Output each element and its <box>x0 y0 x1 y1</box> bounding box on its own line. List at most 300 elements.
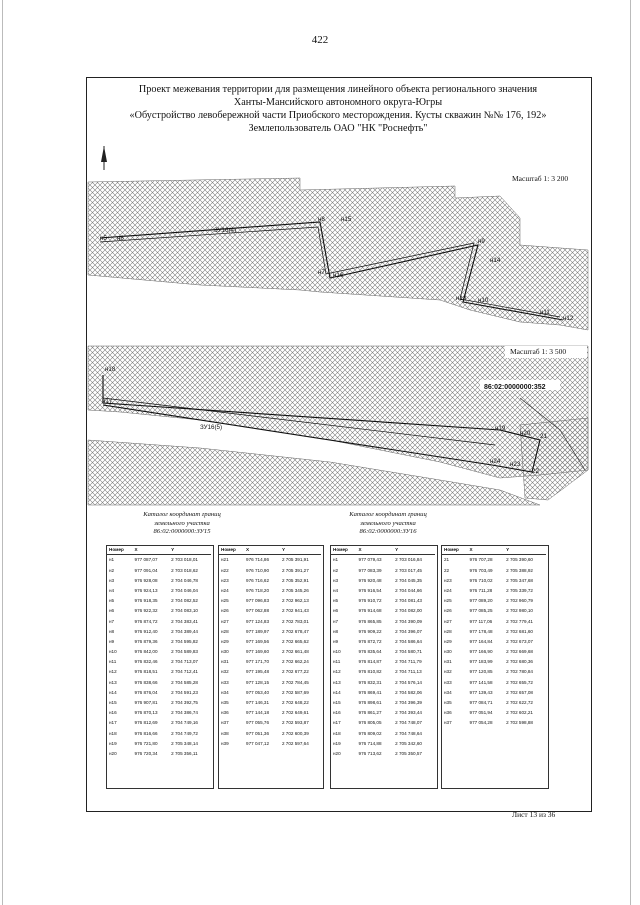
map1-point-label: н5 <box>100 235 107 242</box>
x-coordinate-cell: 977 146,31 <box>246 700 270 705</box>
y-coordinate-cell: 2 704 595,82 <box>171 638 198 644</box>
table-row <box>219 718 321 728</box>
point-number-cell: н10 <box>333 649 341 655</box>
x-coordinate-cell: 976 707,28 <box>469 557 493 563</box>
map1-parcel-label: ЗУ16(4) <box>214 227 237 234</box>
x-coordinate-cell: 976 914,68 <box>358 608 382 614</box>
table-header: X <box>357 546 394 554</box>
map2-parcel-label: ЗУ16(5) <box>200 424 223 431</box>
y-coordinate-cell: 2 704 585,28 <box>171 679 198 685</box>
y-coordinate-cell: 2 704 589,83 <box>171 649 198 655</box>
point-number-cell: н33 <box>444 679 452 685</box>
x-coordinate-cell: 976 714,86 <box>246 557 270 563</box>
y-coordinate-cell: 2 702 779,41 <box>506 618 533 624</box>
point-number-cell: н38 <box>221 730 229 736</box>
map1-point-label: н10 <box>478 297 489 304</box>
y-coordinate-cell: 2 705 345,26 <box>281 587 309 593</box>
point-number-cell: н16 <box>109 710 117 716</box>
x-coordinate-cell: 976 832,46 <box>134 659 158 665</box>
x-coordinate-cell: 977 195,48 <box>246 669 270 675</box>
y-coordinate-cell: 2 702 680,36 <box>506 659 533 665</box>
point-number-cell: н2 <box>109 567 115 573</box>
map2-point-label: 21 <box>540 433 547 440</box>
x-coordinate-cell: 976 922,32 <box>134 608 158 614</box>
x-coordinate-cell: 976 818,51 <box>134 669 158 675</box>
table-row <box>219 657 321 667</box>
x-coordinate-cell: 977 051,36 <box>246 730 270 736</box>
point-number-cell: н4 <box>333 587 339 593</box>
x-coordinate-cell: 977 055,76 <box>246 720 270 726</box>
x-coordinate-cell: 976 910,72 <box>358 598 382 604</box>
table-row <box>219 677 321 687</box>
y-coordinate-cell: 2 705 388,92 <box>506 567 533 573</box>
point-number-cell: н25 <box>444 598 452 604</box>
point-number-cell: н27 <box>444 618 452 624</box>
x-coordinate-cell: 976 874,72 <box>134 618 158 624</box>
y-coordinate-cell: 2 704 046,04 <box>171 587 198 593</box>
point-number-cell: н12 <box>109 669 117 675</box>
y-coordinate-cell: 2 704 749,72 <box>171 730 198 736</box>
y-coordinate-cell: 2 704 713,07 <box>171 659 198 665</box>
point-number-cell: н9 <box>333 638 339 644</box>
point-number-cell: н18 <box>333 730 341 736</box>
table-row <box>331 626 435 636</box>
x-coordinate-cell: 976 710,90 <box>246 567 270 573</box>
table-row <box>219 575 321 585</box>
table-row <box>331 616 435 626</box>
y-coordinate-cell: 2 702 665,62 <box>281 638 309 644</box>
y-coordinate-cell: 2 704 083,10 <box>171 608 198 614</box>
table-row <box>107 708 211 718</box>
table-row <box>107 748 211 758</box>
y-coordinate-cell: 2 704 580,71 <box>395 649 422 655</box>
point-number-cell: н5 <box>333 598 339 604</box>
point-number-cell: н26 <box>221 608 229 614</box>
table-row <box>331 565 435 575</box>
x-coordinate-cell: 976 912,40 <box>134 628 158 634</box>
map2-point-label: н18 <box>105 366 116 373</box>
point-number-cell: н13 <box>109 679 117 685</box>
point-number-cell: н36 <box>221 710 229 716</box>
table-row <box>442 636 546 646</box>
point-number-cell: н7 <box>109 618 115 624</box>
map1-point-label: н9 <box>478 238 485 245</box>
x-coordinate-cell: 977 051,94 <box>469 710 493 716</box>
table-row <box>442 575 546 585</box>
point-number-cell: н27 <box>221 618 229 624</box>
point-number-cell: н31 <box>221 659 229 665</box>
table-row <box>442 585 546 595</box>
x-coordinate-cell: 976 916,54 <box>358 587 382 593</box>
y-coordinate-cell: 2 702 598,88 <box>506 720 533 726</box>
y-coordinate-cell: 2 705 356,11 <box>171 750 198 756</box>
map1-point-label: н12 <box>563 315 574 322</box>
table-row <box>219 626 321 636</box>
point-number-cell: н31 <box>444 659 452 665</box>
point-number-cell: н32 <box>444 669 452 675</box>
map1-point-label: н6 <box>117 235 124 242</box>
table-row <box>331 667 435 677</box>
y-coordinate-cell: 2 702 662,24 <box>281 659 309 665</box>
point-number-cell: н19 <box>109 740 117 746</box>
coord-table-zu16-part1 <box>331 546 435 759</box>
y-coordinate-cell: 2 702 678,47 <box>281 628 309 634</box>
y-coordinate-cell: 2 702 648,22 <box>281 700 309 705</box>
catalog-zu16-line-2: земельного участка <box>360 519 416 527</box>
catalog-zu16-line-3: 86:02:0000000:ЗУ16 <box>359 528 417 535</box>
point-number-cell: н5 <box>109 598 115 604</box>
point-number-cell: н1 <box>333 557 339 563</box>
table-header: X <box>244 546 280 554</box>
point-number-cell: н20 <box>333 750 341 756</box>
point-number-cell: н6 <box>333 608 339 614</box>
point-number-cell: н14 <box>109 689 117 695</box>
x-coordinate-cell: 977 083,39 <box>358 567 382 573</box>
x-coordinate-cell: 977 178,48 <box>469 628 493 634</box>
point-number-cell: н10 <box>109 649 117 655</box>
y-coordinate-cell: 2 702 661,48 <box>281 649 309 655</box>
table-row <box>219 616 321 626</box>
point-number-cell: н17 <box>333 720 341 726</box>
x-coordinate-cell: 976 721,80 <box>134 740 158 746</box>
table-row <box>442 677 546 687</box>
table-row <box>107 565 211 575</box>
point-number-cell: н32 <box>221 669 229 675</box>
map-2 <box>88 344 588 506</box>
sheet-number: Лист 13 из 36 <box>512 810 556 819</box>
map1-point-label: н7 <box>318 269 325 276</box>
table-row <box>219 636 321 646</box>
point-number-cell: н19 <box>333 740 341 746</box>
table-row <box>107 616 211 626</box>
point-number-cell: н35 <box>221 700 229 705</box>
table-row <box>107 687 211 697</box>
point-number-cell: н25 <box>221 598 229 604</box>
y-coordinate-cell: 2 702 655,72 <box>506 679 533 685</box>
y-coordinate-cell: 2 705 339,72 <box>506 587 533 593</box>
table-row <box>331 646 435 656</box>
y-coordinate-cell: 2 704 082,00 <box>395 608 422 614</box>
table-row <box>107 575 211 585</box>
x-coordinate-cell: 976 809,02 <box>358 730 382 736</box>
table-row <box>331 585 435 595</box>
point-number-cell: н6 <box>109 608 115 614</box>
y-coordinate-cell: 2 704 582,06 <box>395 689 422 695</box>
title-line-3: «Обустройство левобережной части Приобского месторождения. Кусты скважин №№ 176, 192» <box>129 110 547 121</box>
y-coordinate-cell: 2 702 669,68 <box>506 649 533 655</box>
point-number-cell: н21 <box>221 557 229 563</box>
table-row <box>331 575 435 585</box>
coord-table-zu15-part1 <box>107 546 211 759</box>
table-header: Номер <box>442 546 468 554</box>
table-row <box>107 585 211 595</box>
x-coordinate-cell: 976 898,61 <box>358 700 382 705</box>
catalog-zu15-line-3: 86:02:0000000:ЗУ15 <box>153 528 211 535</box>
map1-point-label: н15 <box>341 216 352 223</box>
point-number-cell: н2 <box>333 567 339 573</box>
x-coordinate-cell: 976 710,02 <box>469 577 493 583</box>
y-coordinate-cell: 2 702 622,72 <box>506 700 533 705</box>
x-coordinate-cell: 977 166,90 <box>469 649 493 655</box>
x-coordinate-cell: 977 096,83 <box>246 598 270 604</box>
table-row <box>219 697 321 707</box>
table-row <box>442 626 546 636</box>
y-coordinate-cell: 2 704 389,44 <box>171 628 198 634</box>
x-coordinate-cell: 976 835,64 <box>358 649 382 655</box>
y-coordinate-cell: 2 704 383,41 <box>171 618 198 624</box>
table-row <box>442 565 546 575</box>
x-coordinate-cell: 977 054,28 <box>469 720 493 726</box>
x-coordinate-cell: 976 907,81 <box>134 700 158 705</box>
table-row <box>107 646 211 656</box>
table-row <box>442 646 546 656</box>
table-row <box>331 657 435 667</box>
y-coordinate-cell: 2 704 712,41 <box>171 669 198 675</box>
map1-point-label: н13 <box>456 295 467 302</box>
page-number: 422 <box>311 34 329 46</box>
y-coordinate-cell: 2 702 681,60 <box>506 628 533 634</box>
y-coordinate-cell: 2 704 711,13 <box>395 669 422 675</box>
y-coordinate-cell: 2 704 392,75 <box>171 700 198 705</box>
map2-point-label: н17 <box>102 398 113 405</box>
table-header: Номер <box>219 546 244 554</box>
point-number-cell: н26 <box>444 608 452 614</box>
table-row <box>331 554 435 565</box>
y-coordinate-cell: 2 704 045,35 <box>395 577 422 583</box>
table-row <box>107 677 211 687</box>
point-number-cell: н30 <box>221 649 229 655</box>
table-header: Y <box>169 546 211 554</box>
catalog-zu16-line-1: Каталог координат границ <box>349 511 427 518</box>
point-number-cell: н11 <box>333 659 341 665</box>
title-line-1: Проект межевания территории для размещения линейного объекта регионального значения <box>138 84 538 95</box>
point-number-cell: н3 <box>109 577 115 583</box>
table-row <box>442 616 546 626</box>
y-coordinate-cell: 2 703 018,01 <box>171 557 198 563</box>
table-row <box>219 596 321 606</box>
x-coordinate-cell: 976 720,34 <box>134 750 158 756</box>
point-number-cell: н23 <box>221 577 229 583</box>
point-number-cell: н8 <box>333 628 339 634</box>
point-number-cell: н37 <box>221 720 229 726</box>
point-number-cell: н7 <box>333 618 339 624</box>
table-row <box>219 585 321 595</box>
point-number-cell: н23 <box>444 577 452 583</box>
y-coordinate-cell: 2 702 783,01 <box>281 618 309 624</box>
table-row <box>331 697 435 707</box>
map2-scale: Масштаб 1: 3 500 <box>510 347 567 356</box>
point-number-cell: н15 <box>333 700 341 705</box>
point-number-cell: н28 <box>444 628 452 634</box>
table-row <box>219 738 321 748</box>
map1-point-label: н16 <box>333 272 344 279</box>
x-coordinate-cell: 976 816,66 <box>134 730 158 736</box>
map1-scale: Масштаб 1: 3 200 <box>512 174 569 183</box>
x-coordinate-cell: 977 062,88 <box>246 608 270 614</box>
map2-point-label: н23 <box>510 461 521 468</box>
point-number-cell: н1 <box>109 557 115 563</box>
y-coordinate-cell: 2 704 390,09 <box>395 618 422 624</box>
table-row <box>107 606 211 616</box>
y-coordinate-cell: 2 702 657,08 <box>506 689 533 695</box>
y-coordinate-cell: 2 703 016,84 <box>395 557 422 563</box>
point-number-cell: н9 <box>109 638 115 644</box>
point-number-cell: н28 <box>221 628 229 634</box>
table-row <box>442 554 546 565</box>
table-row <box>219 606 321 616</box>
x-coordinate-cell: 976 920,48 <box>358 577 382 583</box>
table-row <box>107 657 211 667</box>
x-coordinate-cell: 976 869,41 <box>358 689 382 695</box>
table-row <box>442 697 546 707</box>
x-coordinate-cell: 977 047,12 <box>246 740 270 746</box>
x-coordinate-cell: 976 870,13 <box>134 710 158 716</box>
x-coordinate-cell: 976 861,27 <box>358 710 382 716</box>
table-row <box>331 636 435 646</box>
point-number-cell: 22 <box>444 567 450 573</box>
y-coordinate-cell: 2 704 748,64 <box>395 730 422 736</box>
x-coordinate-cell: 976 918,35 <box>134 598 158 604</box>
y-coordinate-cell: 2 705 391,91 <box>281 557 309 563</box>
table-row <box>219 667 321 677</box>
y-coordinate-cell: 2 702 780,84 <box>506 669 533 675</box>
point-number-cell: н29 <box>221 638 229 644</box>
y-coordinate-cell: 2 704 081,43 <box>395 598 422 604</box>
table-row <box>331 708 435 718</box>
y-coordinate-cell: 2 704 586,64 <box>395 638 422 644</box>
map1-point-label: н11 <box>540 309 550 316</box>
y-coordinate-cell: 2 702 600,39 <box>281 730 309 736</box>
y-coordinate-cell: 2 704 044,66 <box>395 587 422 593</box>
point-number-cell: н16 <box>333 710 341 716</box>
map1-point-label: н8 <box>318 216 325 223</box>
table-header: Y <box>280 546 321 554</box>
y-coordinate-cell: 2 704 396,39 <box>395 700 422 705</box>
y-coordinate-cell: 2 702 980,10 <box>506 608 533 614</box>
x-coordinate-cell: 976 928,08 <box>134 577 158 583</box>
table-row <box>219 554 321 565</box>
y-coordinate-cell: 2 702 941,43 <box>281 608 309 614</box>
table-row <box>219 728 321 738</box>
catalog-zu15-line-1: Каталог координат границ <box>143 511 221 518</box>
point-number-cell: н17 <box>109 720 117 726</box>
x-coordinate-cell: 977 141,58 <box>469 679 493 685</box>
y-coordinate-cell: 2 704 082,52 <box>171 598 198 604</box>
x-coordinate-cell: 977 128,15 <box>246 679 270 685</box>
map2-point-label: н19 <box>495 425 506 432</box>
point-number-cell: н22 <box>221 567 229 573</box>
point-number-cell: н12 <box>333 669 341 675</box>
y-coordinate-cell: 2 705 350,57 <box>395 750 422 756</box>
table-row <box>331 687 435 697</box>
x-coordinate-cell: 976 838,66 <box>134 679 158 685</box>
y-coordinate-cell: 2 702 597,64 <box>281 740 309 746</box>
y-coordinate-cell: 2 702 677,22 <box>281 669 309 675</box>
map2-point-label: 22 <box>532 468 539 475</box>
y-coordinate-cell: 2 705 342,60 <box>395 740 422 746</box>
y-coordinate-cell: 2 702 673,07 <box>506 638 533 644</box>
table-row <box>331 596 435 606</box>
x-coordinate-cell: 977 169,60 <box>246 649 270 655</box>
point-number-cell: н39 <box>221 740 229 746</box>
table-row <box>331 738 435 748</box>
y-coordinate-cell: 2 704 591,23 <box>171 689 198 695</box>
table-row <box>219 687 321 697</box>
table-row <box>442 596 546 606</box>
point-number-cell: н29 <box>444 638 452 644</box>
table-row <box>331 718 435 728</box>
y-coordinate-cell: 2 702 649,61 <box>281 710 309 716</box>
table-header: X <box>133 546 170 554</box>
x-coordinate-cell: 976 876,04 <box>134 689 158 695</box>
x-coordinate-cell: 977 124,83 <box>246 618 270 624</box>
x-coordinate-cell: 976 842,00 <box>134 649 158 655</box>
point-number-cell: н33 <box>221 679 229 685</box>
x-coordinate-cell: 977 120,85 <box>469 669 493 675</box>
y-coordinate-cell: 2 704 711,79 <box>395 659 422 665</box>
table-row <box>442 708 546 718</box>
x-coordinate-cell: 976 711,28 <box>469 587 493 593</box>
table-row <box>107 718 211 728</box>
x-coordinate-cell: 977 079,43 <box>358 557 382 563</box>
point-number-cell: н30 <box>444 649 452 655</box>
x-coordinate-cell: 977 139,43 <box>469 689 493 695</box>
table-row <box>107 626 211 636</box>
table-row <box>442 687 546 697</box>
x-coordinate-cell: 976 810,82 <box>358 669 382 675</box>
x-coordinate-cell: 976 865,85 <box>358 618 382 624</box>
y-coordinate-cell: 2 703 018,62 <box>171 567 198 573</box>
x-coordinate-cell: 976 879,36 <box>134 638 158 644</box>
coord-table-zu15-part2 <box>219 546 321 748</box>
y-coordinate-cell: 2 702 602,21 <box>506 710 533 716</box>
point-number-cell: 21 <box>444 557 450 563</box>
x-coordinate-cell: 976 909,22 <box>358 628 382 634</box>
coord-table-zu16-part2 <box>442 546 546 728</box>
x-coordinate-cell: 976 716,62 <box>246 577 270 583</box>
y-coordinate-cell: 2 704 386,74 <box>171 710 198 716</box>
point-number-cell: н15 <box>109 700 117 705</box>
table-row <box>107 596 211 606</box>
x-coordinate-cell: 976 814,87 <box>358 659 382 665</box>
point-number-cell: н4 <box>109 587 115 593</box>
point-number-cell: н24 <box>444 587 452 593</box>
point-number-cell: н13 <box>333 679 341 685</box>
point-number-cell: н8 <box>109 628 115 634</box>
x-coordinate-cell: 977 171,70 <box>246 659 270 665</box>
table-header: X <box>468 546 505 554</box>
table-row <box>219 708 321 718</box>
table-row <box>331 728 435 738</box>
table-row <box>442 718 546 728</box>
x-coordinate-cell: 976 832,31 <box>358 679 382 685</box>
point-number-cell: н35 <box>444 700 452 705</box>
x-coordinate-cell: 977 089,20 <box>469 598 493 604</box>
catalog-title-zu16 <box>318 511 458 537</box>
north-arrow-icon <box>101 146 107 170</box>
y-coordinate-cell: 2 702 962,13 <box>281 598 309 604</box>
catalog-zu15-line-2: земельного участка <box>154 519 210 527</box>
x-coordinate-cell: 976 812,69 <box>134 720 158 726</box>
y-coordinate-cell: 2 705 348,14 <box>171 740 198 746</box>
x-coordinate-cell: 976 872,72 <box>358 638 382 644</box>
y-coordinate-cell: 2 704 046,78 <box>171 577 198 583</box>
x-coordinate-cell: 977 117,06 <box>469 618 493 624</box>
x-coordinate-cell: 976 713,62 <box>358 750 382 756</box>
x-coordinate-cell: 976 924,13 <box>134 587 158 593</box>
x-coordinate-cell: 976 703,49 <box>469 567 493 573</box>
x-coordinate-cell: 977 087,07 <box>134 557 158 563</box>
